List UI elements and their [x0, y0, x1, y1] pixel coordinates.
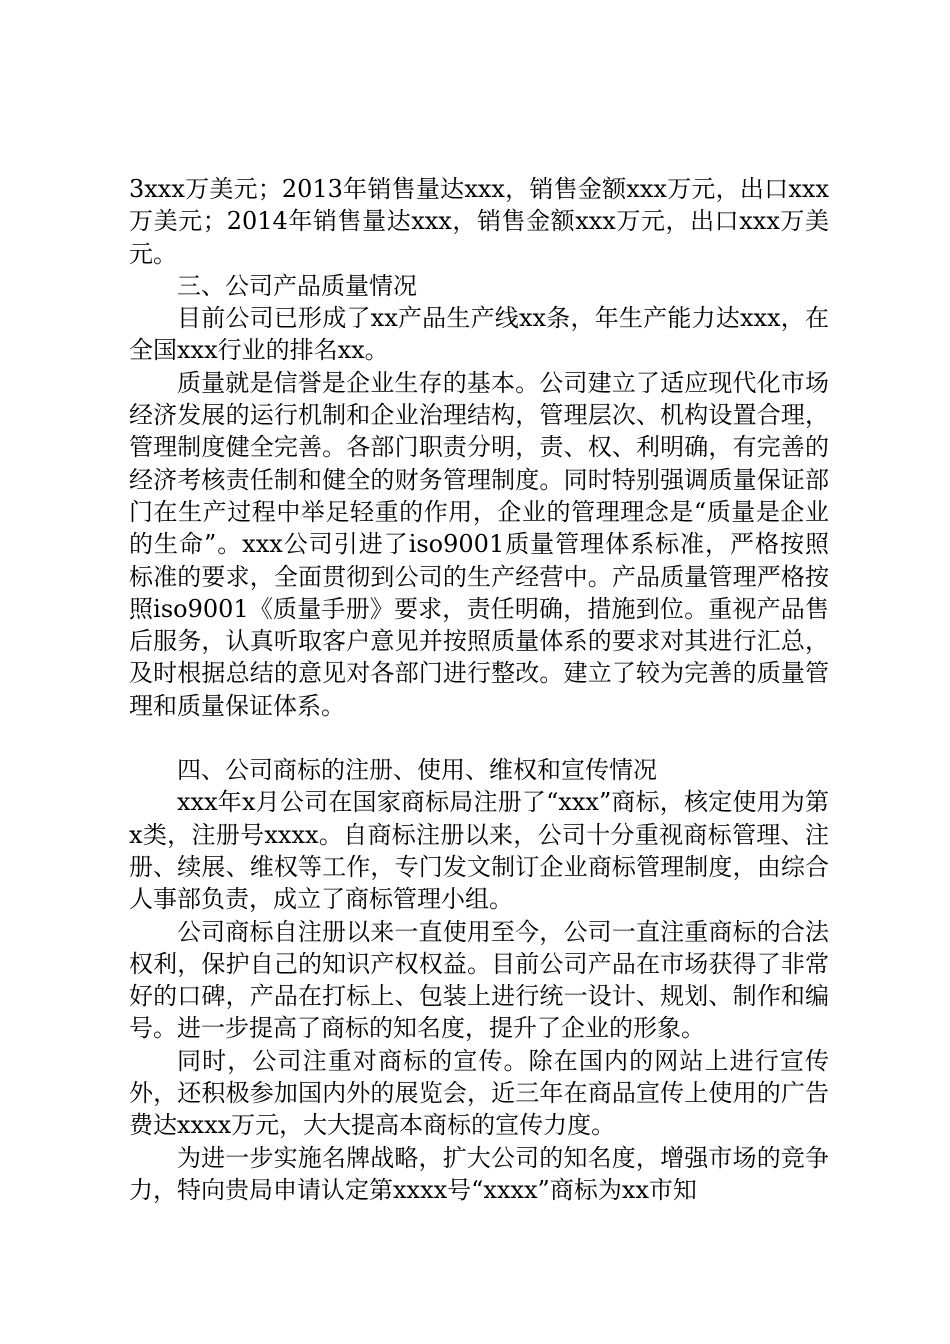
- section-heading-trademark: 四、公司商标的注册、使用、维权和宣传情况: [177, 756, 657, 785]
- paragraph-trademark-usage: 公司商标自注册以来一直使用至今，公司一直注重商标的合法权利，保护自己的知识产权权益。目前公司产品在市场获得了非常好的口碑，产品在打标上、包装上进行统一设计、规划、制作和编号。进一步提高了商标的知名度，提升了企业的形象。: [129, 917, 829, 1043]
- paragraph-sales-continuation: 3xxx万美元；2013年销售量达xxx，销售金额xxx万元，出口xxx万美元；2014年销售量达xxx，销售金额xxx万元，出口xxx万美元。: [129, 175, 829, 268]
- paragraph-spacer: [129, 722, 829, 754]
- paragraph-trademark-promotion: 同时，公司注重对商标的宣传。除在国内的网站上进行宣传外，还积极参加国内外的展览会，近三年在商品宣传上使用的广告费达xxxx万元，大大提高本商标的宣传力度。: [129, 1046, 829, 1140]
- paragraph-trademark-registration: xxx年x月公司在国家商标局注册了“xxx”商标，核定使用为第x类，注册号xxxx。自商标注册以来，公司十分重视商标管理、注册、续展、维权等工作，专门发文制订企业商标管理制度，由综合人事部负责，成立了商标管理小组。: [129, 788, 829, 914]
- section-heading-product-quality: 三、公司产品质量情况: [177, 271, 417, 300]
- paragraph-production-lines: 目前公司已形成了xx产品生产线xx条，年生产能力达xxx，在全国xxx行业的排名xx。: [129, 304, 829, 365]
- paragraph-brand-strategy: 为进一步实施名牌战略，扩大公司的知名度，增强市场的竞争力，特向贵局申请认定第xxxx号“xxxx”商标为xx市知: [129, 1143, 829, 1204]
- paragraph-quality-management: 质量就是信誉是企业生存的基本。公司建立了适应现代化市场经济发展的运行机制和企业治理结构，管理层次、机构设置合理，管理制度健全完善。各部门职责分明，责、权、利明确，有完善的经济考核责任制和健全的财务管理制度。同时特别强调质量保证部门在生产过程中举足轻重的作用，企业的管理理念是“质量是企业的生命”。xxx公司引进了iso9001质量管理体系标准，严格按照标准的要求，全面贯彻到公司的生产经营中。产品质量管理严格按照iso9001《质量手册》要求，责任明确，措施到位。重视产品售后服务，认真听取客户意见并按照质量体系的要求对其进行汇总，及时根据总结的意见对各部门进行整改。建立了较为完善的质量管理和质量保证体系。: [129, 368, 829, 720]
- document-body: [129, 173, 829, 1206]
